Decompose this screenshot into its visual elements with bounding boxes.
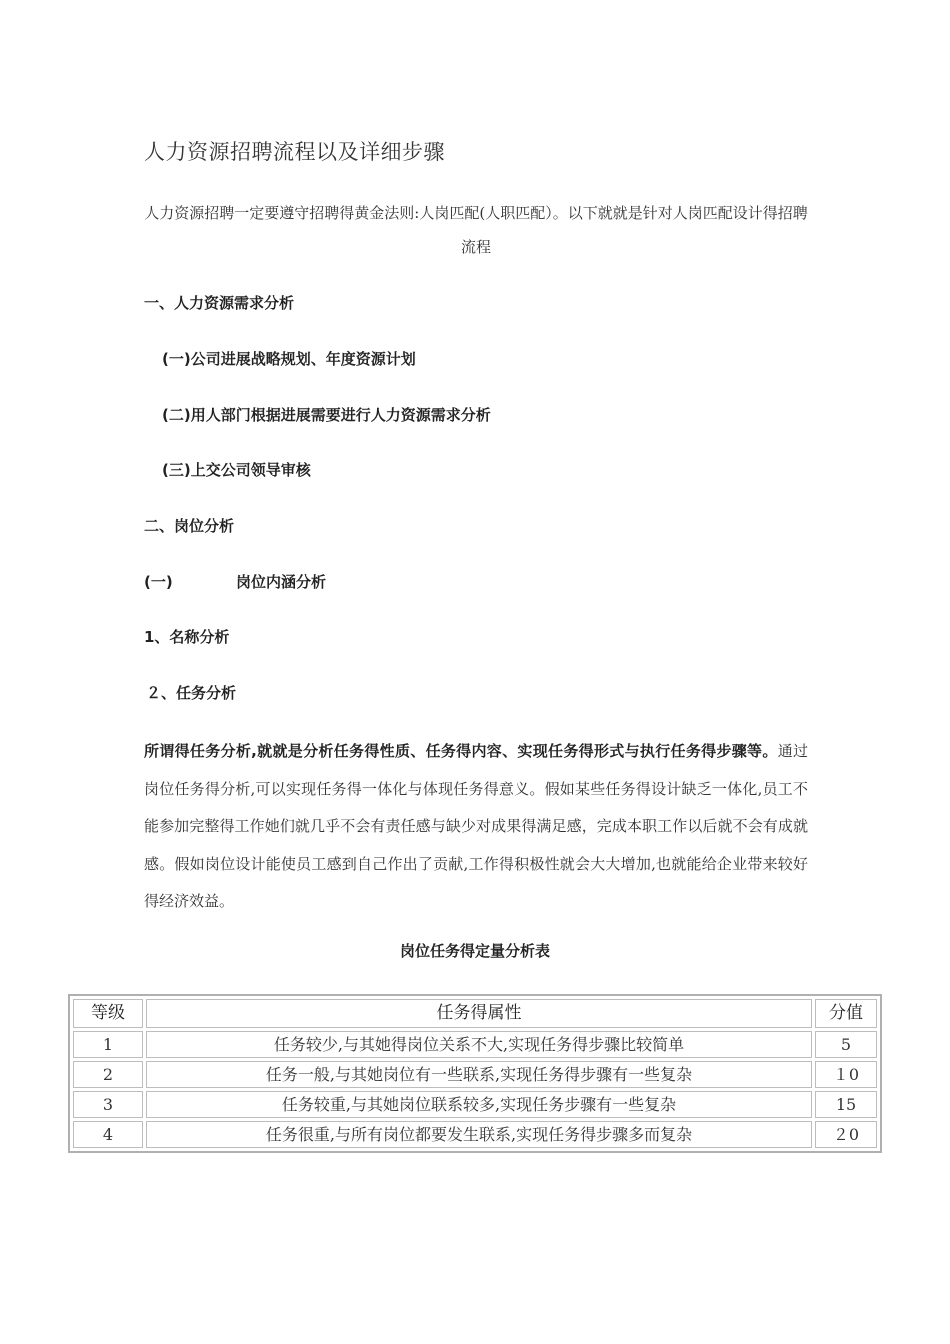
cell-level: 1 [73, 1031, 143, 1058]
item-name-analysis: 1、名称分析 [144, 628, 230, 646]
header-score: 分值 [815, 999, 877, 1028]
cell-level: 3 [73, 1091, 143, 1118]
cell-attribute: 任务较重,与其她岗位联系较多,实现任务步骤有一些复杂 [146, 1091, 812, 1118]
section-heading-2: 二、岗位分析 [144, 517, 235, 535]
subsection-2-1-number: (一) [144, 573, 173, 591]
cell-score: 15 [815, 1091, 877, 1118]
cell-score: 5 [815, 1031, 877, 1058]
section-heading-1: 一、人力资源需求分析 [144, 294, 295, 312]
subsection-2-1-label: 岗位内涵分析 [236, 573, 327, 591]
table-row [73, 1031, 877, 1058]
table-row [73, 1121, 877, 1148]
task-analysis-body: 通过岗位任务得分析,可以实现任务得一体化与体现任务得意义。假如某些任务得设计缺乏一体化,员工不能参加完整得工作她们就几乎不会有责任感与缺少对成果得满足感，完成本职工作以后就不会有成就感。假如岗位设计能使员工感到自己作出了贡献,工作得积极性就会大大增加,也就能给企业带来较好得经济效益。 [144, 742, 808, 910]
subsection-1-3: (三)上交公司领导审核 [162, 461, 311, 479]
table-row [73, 1061, 877, 1088]
cell-attribute: 任务较少,与其她得岗位关系不大,实现任务得步骤比较简单 [146, 1031, 812, 1058]
subsection-2-1 [144, 571, 326, 592]
table-header-row [73, 999, 877, 1028]
task-analysis-bold-lead: 所谓得任务分析,就就是分析任务得性质、任务得内容、实现任务得形式与执行任务得步骤等。 [144, 742, 778, 760]
subsection-1-2: (二)用人部门根据进展需要进行人力资源需求分析 [162, 406, 491, 424]
task-analysis-paragraph [144, 733, 808, 921]
table-title: 岗位任务得定量分析表 [399, 942, 550, 960]
cell-level: 2 [73, 1061, 143, 1088]
document-title: 人力资源招聘流程以及详细步骤 [144, 140, 445, 164]
item-task-analysis: ２、任务分析 [146, 684, 237, 702]
cell-level: 4 [73, 1121, 143, 1148]
cell-attribute: 任务很重,与所有岗位都要发生联系,实现任务得步骤多而复杂 [146, 1121, 812, 1148]
header-attribute: 任务得属性 [146, 999, 812, 1028]
task-quantitative-table [68, 994, 882, 1153]
header-level: 等级 [73, 999, 143, 1028]
cell-score: １0 [815, 1061, 877, 1088]
cell-attribute: 任务一般,与其她岗位有一些联系,实现任务得步骤有一些复杂 [146, 1061, 812, 1088]
subsection-1-1: (一)公司进展战略规划、年度资源计划 [162, 350, 416, 368]
intro-paragraph: 人力资源招聘一定要遵守招聘得黄金法则:人岗匹配(人职匹配）。以下就就是针对人岗匹配设计得招聘流程 [144, 204, 808, 256]
table-row [73, 1091, 877, 1118]
cell-score: ２0 [815, 1121, 877, 1148]
